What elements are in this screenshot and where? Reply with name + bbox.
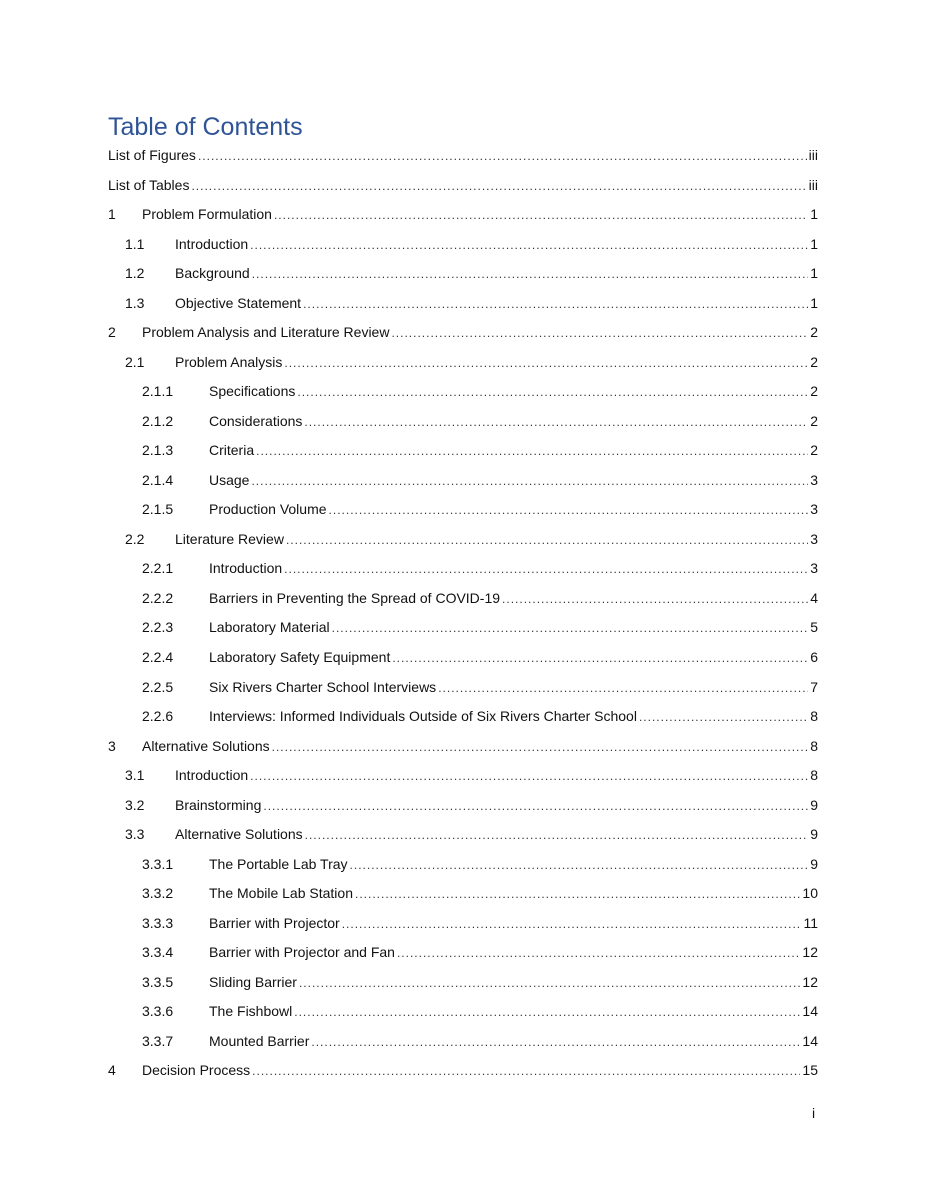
toc-entry-page: 9	[810, 826, 818, 843]
dot-leader	[303, 294, 808, 314]
toc-entry-number: 2.1.2	[142, 412, 174, 429]
toc-entry[interactable]	[125, 234, 818, 254]
toc-entry-number: 2.2.3	[142, 619, 174, 636]
toc-entry[interactable]	[142, 499, 818, 519]
dot-leader	[191, 176, 806, 196]
dot-leader	[250, 766, 808, 786]
toc-entry[interactable]	[142, 647, 818, 667]
toc-entry-page: 8	[810, 708, 818, 725]
toc-entry-number: 2.2.5	[142, 678, 174, 695]
toc-entry-number: 4	[108, 1062, 116, 1079]
toc-entry-number: 3.3.6	[142, 1003, 174, 1020]
toc-entry-page: 14	[802, 1032, 818, 1049]
dot-leader	[342, 914, 802, 934]
toc-entry-number: 2.1.5	[142, 501, 174, 518]
toc-entry-page: 10	[802, 885, 818, 902]
toc-entry-page: 15	[802, 1062, 818, 1079]
page-title: Table of Contents	[108, 113, 303, 141]
toc-entry-label: Alternative Solutions	[175, 826, 303, 843]
toc-entry-number: 1.3	[125, 294, 145, 311]
toc-entry[interactable]	[142, 617, 818, 637]
dot-leader	[438, 678, 808, 698]
toc-entry-number: 1	[108, 206, 116, 223]
toc-entry-label: Introduction	[209, 560, 283, 577]
toc-entry-label: Introduction	[175, 235, 249, 252]
toc-entry-label: List of Tables	[108, 176, 190, 193]
toc-entry-number: 3.3.3	[142, 914, 174, 931]
toc-entry-label: Considerations	[209, 412, 303, 429]
toc-entry-label: Laboratory Safety Equipment	[209, 649, 391, 665]
dot-leader	[350, 855, 809, 875]
toc-entry-page: 6	[810, 649, 818, 665]
toc-entry[interactable]	[142, 913, 818, 933]
toc-entry-label: The Fishbowl	[209, 1003, 293, 1020]
toc-entry-label: Barriers in Preventing the Spread of COVID-19	[209, 589, 501, 606]
dot-leader	[286, 530, 808, 550]
toc-entry[interactable]	[125, 352, 818, 372]
toc-entry-page: 3	[810, 560, 818, 577]
dot-leader	[250, 235, 808, 255]
dot-leader	[639, 707, 808, 727]
toc-entry-page: 7	[810, 678, 818, 695]
dot-leader	[392, 648, 808, 668]
toc-entry-number: 3.3.4	[142, 944, 174, 961]
toc-entry-number: 3.3.7	[142, 1032, 174, 1049]
toc-entry[interactable]	[142, 440, 818, 460]
toc-entry[interactable]	[108, 145, 818, 165]
toc-entry[interactable]	[142, 706, 818, 726]
toc-entry-number: 2.2.6	[142, 708, 174, 725]
dot-leader	[274, 205, 808, 225]
toc-entry-page: iii	[808, 147, 818, 163]
toc-entry-label: Barrier with Projector	[209, 914, 340, 931]
toc-entry[interactable]	[142, 588, 818, 608]
toc-entry[interactable]	[142, 470, 818, 490]
toc-entry-page: 12	[802, 973, 818, 990]
toc-entry-number: 2.2.4	[142, 649, 174, 665]
dot-leader	[305, 825, 809, 845]
toc-entry-number: 2.1	[125, 353, 145, 370]
dot-leader	[297, 382, 808, 402]
toc-entry-page: 14	[802, 1003, 818, 1020]
toc-entry-label: Usage	[209, 471, 250, 488]
toc-entry-page: 2	[810, 324, 818, 341]
toc-entry-page: 2	[810, 353, 818, 370]
toc-entry-page: 2	[810, 383, 818, 400]
toc-entry-label: The Portable Lab Tray	[209, 855, 348, 872]
toc-entry-label: Brainstorming	[175, 796, 262, 813]
dot-leader	[502, 589, 808, 609]
dot-leader	[329, 500, 809, 520]
toc-entry-page: 2	[810, 442, 818, 459]
toc-entry-label: Barrier with Projector and Fan	[209, 944, 395, 961]
toc-entry-number: 1.2	[125, 265, 145, 282]
toc-entry-label: The Mobile Lab Station	[209, 885, 353, 902]
dot-leader	[284, 353, 808, 373]
toc-entry-number: 2.2.2	[142, 589, 174, 606]
toc-entry-page: 3	[810, 501, 818, 518]
dot-leader	[397, 943, 800, 963]
toc-entry-label: Problem Formulation	[142, 206, 272, 223]
toc-entry-page: 2	[810, 412, 818, 429]
dot-leader	[252, 1061, 800, 1081]
toc-entry[interactable]	[125, 293, 818, 313]
toc-entry[interactable]	[108, 322, 818, 342]
toc-entry-page: 11	[803, 914, 818, 931]
toc-entry-page: 1	[810, 206, 818, 223]
toc-entry-page: 8	[810, 767, 818, 784]
toc-entry-number: 1.1	[125, 235, 145, 252]
toc-entry-number: 2.1.3	[142, 442, 174, 459]
toc-entry-label: Objective Statement	[175, 294, 302, 311]
dot-leader	[256, 441, 808, 461]
toc-entry[interactable]	[108, 204, 818, 224]
toc-entry-label: Specifications	[209, 383, 296, 400]
toc-entry[interactable]	[125, 263, 818, 283]
toc-entry-number: 3.2	[125, 796, 145, 813]
toc-entry-page: 9	[810, 796, 818, 813]
toc-entry[interactable]	[125, 824, 818, 844]
toc-entry-label: Production Volume	[209, 501, 327, 518]
toc-entry-number: 3.3.1	[142, 855, 174, 872]
dot-leader	[311, 1032, 800, 1052]
toc-entry-number: 3.3.2	[142, 885, 174, 902]
page-number: i	[812, 1105, 816, 1121]
toc-entry-label: Introduction	[175, 767, 249, 784]
toc-entry[interactable]	[142, 677, 818, 697]
toc-entry-number: 2.1.1	[142, 383, 174, 400]
dot-leader	[304, 412, 808, 432]
toc-entry-label: Literature Review	[175, 530, 284, 547]
toc-entry-page: 4	[810, 589, 818, 606]
toc-entry-label: Decision Process	[142, 1062, 251, 1079]
toc-entry-label: Problem Analysis and Literature Review	[142, 324, 390, 341]
dot-leader	[299, 973, 800, 993]
toc-entry-page: 8	[810, 737, 818, 754]
toc-entry-label: Background	[175, 265, 250, 282]
toc-entry[interactable]	[142, 942, 818, 962]
toc-entry-number: 3.1	[125, 767, 145, 784]
toc-entry-label: Mounted Barrier	[209, 1032, 310, 1049]
toc-entry-page: 1	[810, 294, 818, 311]
toc-entry[interactable]	[142, 381, 818, 401]
dot-leader	[198, 146, 807, 166]
dot-leader	[252, 264, 808, 284]
toc-entry-label: Problem Analysis	[175, 353, 283, 370]
toc-entry-page: 5	[810, 619, 818, 636]
toc-entry-number: 2.2.1	[142, 560, 174, 577]
toc-entry-page: 12	[802, 944, 818, 961]
toc-entry-number: 2.2	[125, 530, 145, 547]
toc-entry-page: 9	[810, 855, 818, 872]
toc-entry-label: List of Figures	[108, 147, 196, 163]
toc-entry[interactable]	[142, 854, 818, 874]
toc-entry-page: 3	[810, 530, 818, 547]
toc-entry-label: Laboratory Material	[209, 619, 330, 636]
toc-entry[interactable]	[125, 765, 818, 785]
toc-entry[interactable]	[142, 972, 818, 992]
dot-leader	[263, 796, 808, 816]
toc-entry-page: 1	[810, 235, 818, 252]
toc-entry-number: 2	[108, 324, 116, 341]
toc-entry-number: 3.3.5	[142, 973, 174, 990]
toc-entry[interactable]	[108, 175, 818, 195]
dot-leader	[294, 1002, 800, 1022]
dot-leader	[284, 559, 808, 579]
toc-entry[interactable]	[142, 1031, 818, 1051]
toc-entry[interactable]	[108, 1060, 818, 1080]
toc-entry-page: 3	[810, 471, 818, 488]
toc-entry-label: Six Rivers Charter School Interviews	[209, 678, 437, 695]
toc-entry-page: 1	[810, 265, 818, 282]
toc-entry-number: 3	[108, 737, 116, 754]
toc-entry[interactable]	[142, 411, 818, 431]
dot-leader	[251, 471, 808, 491]
toc-entry-number: 2.1.4	[142, 471, 174, 488]
toc-entry[interactable]	[125, 529, 818, 549]
toc-entry[interactable]	[142, 558, 818, 578]
toc-entry-label: Alternative Solutions	[142, 737, 270, 754]
dot-leader	[272, 737, 809, 757]
toc-entry-number: 3.3	[125, 826, 145, 843]
dot-leader	[332, 618, 809, 638]
toc-entry[interactable]	[108, 736, 818, 756]
toc-entry-page: iii	[808, 176, 818, 193]
toc-entry-label: Criteria	[209, 442, 255, 459]
toc-entry-label: Sliding Barrier	[209, 973, 297, 990]
toc-entry[interactable]	[125, 795, 818, 815]
toc-entry-label: Interviews: Informed Individuals Outside of Six Rivers Charter School	[209, 708, 637, 725]
toc-entry[interactable]	[142, 1001, 818, 1021]
toc-entry[interactable]	[142, 883, 818, 903]
dot-leader	[355, 884, 800, 904]
dot-leader	[391, 323, 808, 343]
